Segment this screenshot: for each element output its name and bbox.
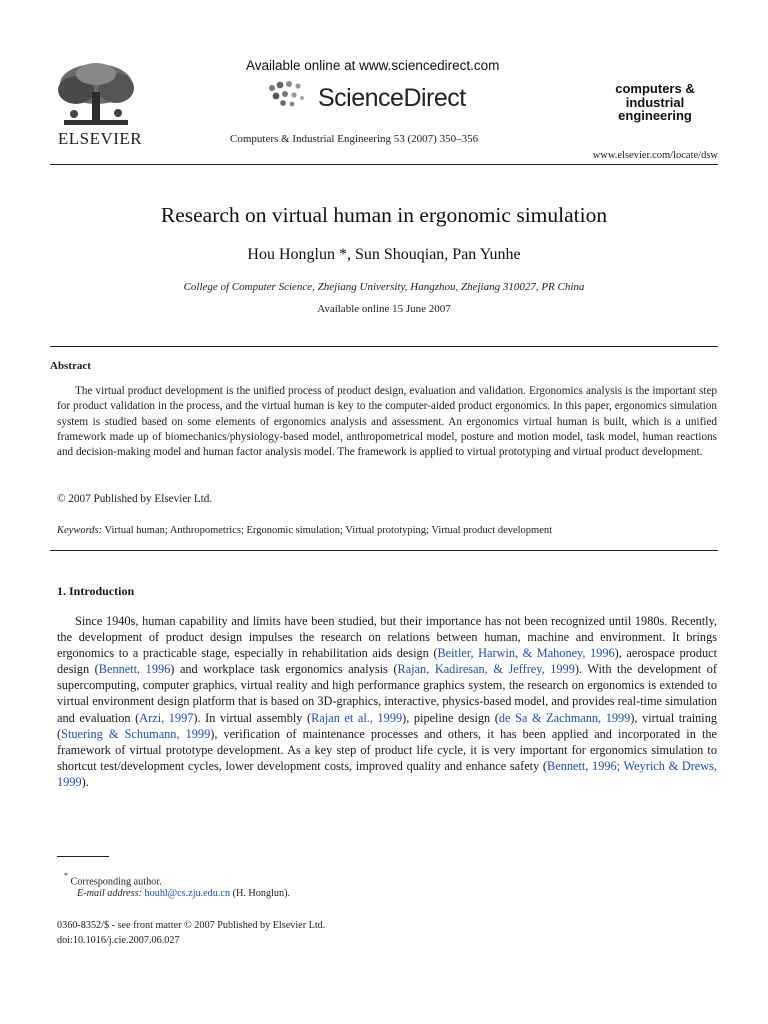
reference-link[interactable]: Beitler, Harwin, & Mahoney, 1996 [437, 646, 615, 661]
section-heading-introduction: 1. Introduction [57, 584, 135, 598]
reference-link[interactable]: Stuering & Schumann, 1999 [61, 726, 211, 741]
footnote-marker: * [64, 871, 68, 880]
introduction-paragraph [57, 613, 717, 790]
journal-brand-line: computers & [615, 81, 695, 96]
abstract-copyright: © 2007 Published by Elsevier Ltd. [57, 493, 213, 505]
article-authors: Hou Honglun *, Sun Shouqian, Pan Yunhe [247, 246, 521, 263]
abstract-heading: Abstract [50, 360, 91, 372]
available-online-banner[interactable]: Available online at www.sciencedirect.com [246, 58, 500, 73]
sciencedirect-logo-text: ScienceDirect [318, 84, 466, 112]
journal-url-link[interactable]: www.elsevier.com/locate/dsw [592, 150, 718, 161]
email-link[interactable]: houhl@cs.zju.edu.cn [144, 888, 231, 899]
reference-link[interactable]: Bennett, 1996; Weyrich & Drews, 1999 [57, 758, 718, 789]
author-affiliation: College of Computer Science, Zhejiang University, Hangzhou, Zhejiang 310027, PR China [183, 281, 585, 293]
email-suffix: (H. Honglun). [232, 888, 291, 899]
reference-link[interactable]: Rajan, Kadiresan, & Jeffrey, 1999 [397, 662, 575, 677]
footnote-corresponding [64, 873, 162, 887]
abstract-bottom-divider [50, 550, 718, 551]
abstract-top-divider [50, 346, 718, 347]
doi-line[interactable]: doi:10.1016/j.cie.2007.06.027 [57, 935, 180, 946]
corresponding-author-label: Corresponding author. [70, 876, 162, 888]
journal-brand-line: industrial [625, 94, 685, 110]
footnote-email [77, 888, 290, 899]
issn-line: 0360-8352/$ - see front matter © 2007 Published by Elsevier Ltd. [57, 920, 326, 931]
journal-brand-line: engineering [618, 108, 692, 123]
available-online-date: Available online 15 June 2007 [317, 303, 451, 315]
reference-link[interactable]: Arzi, 1997 [139, 710, 194, 725]
abstract-text: The virtual product development is the unified process of product design, evaluation and validation. Ergonomics analysis is the important step for product validation in the process, and the virtual human is key to the computer-aided product ergonomics. In this paper, ergonomics simulation system is studied based on some elements of ergonomics analysis and assessment. An ergonomics virtual human is built, which is a unified framework made up of biomechanics/physiology-based model, anthropometrical model, posture and motion model, task model, human reactions and decision-making model and human factor analysis model. The framework is applied to virtual prototyping and virtual product development. [57, 385, 717, 459]
keywords-label: Keywords: [57, 525, 103, 536]
journal-brand [593, 82, 717, 123]
keywords-list: Virtual human; Anthropometrics; Ergonomic simulation; Virtual prototyping; Virtual product development [104, 525, 553, 536]
email-label: E-mail address: [77, 888, 142, 899]
paragraph-text: Since 1940s, human capability and limits have been studied, but their importance has not been recognized until 1980s. Recently, the development of product design impulses the research on relations between human, machine and environment. It brings ergonomics to a practicable stage, especially in rehabilitation aids design ( [57, 614, 717, 661]
paragraph-text: ). In virtual assembly ( [193, 710, 312, 725]
paragraph-text: ), pipeline design ( [402, 710, 499, 725]
reference-link[interactable]: de Sa & Zachmann, 1999 [498, 710, 631, 725]
publisher-name: ELSEVIER [57, 129, 143, 148]
paragraph-text: ), aerospace product design ( [57, 646, 718, 677]
header-divider [50, 164, 718, 165]
keywords-line [57, 525, 552, 536]
sciencedirect-dots-icon [266, 80, 314, 110]
journal-citation: Computers & Industrial Engineering 53 (2007) 350–356 [230, 133, 479, 145]
paragraph-text: ), virtual training ( [57, 710, 718, 741]
article-title: Research on virtual human in ergonomic simulation [160, 203, 608, 227]
reference-link[interactable]: Bennett, 1996 [98, 662, 171, 677]
footnote-divider [57, 856, 109, 857]
paragraph-text: ) and workplace task ergonomics analysis ( [170, 662, 398, 677]
reference-link[interactable]: Rajan et al., 1999 [311, 710, 403, 725]
paragraph-text: ). [81, 774, 89, 789]
paragraph-text: ). With the development of supercomputing, computer graphics, virtual reality and high performance graphics system, the research on ergonomics is extended to virtual environment design platform that is based on 3D-graphics, interactive, physics-based model, and provides real-time simulation and evaluation ( [57, 662, 717, 725]
paragraph-text: ), verification of maintenance processes and others, it has been applied and incorporated in the framework of virtual prototype development. As a key step of product life cycle, it is very important for ergonomics simulation to shortcut test/development cycles, lower development costs, improved quality and enhance safety ( [57, 726, 717, 773]
